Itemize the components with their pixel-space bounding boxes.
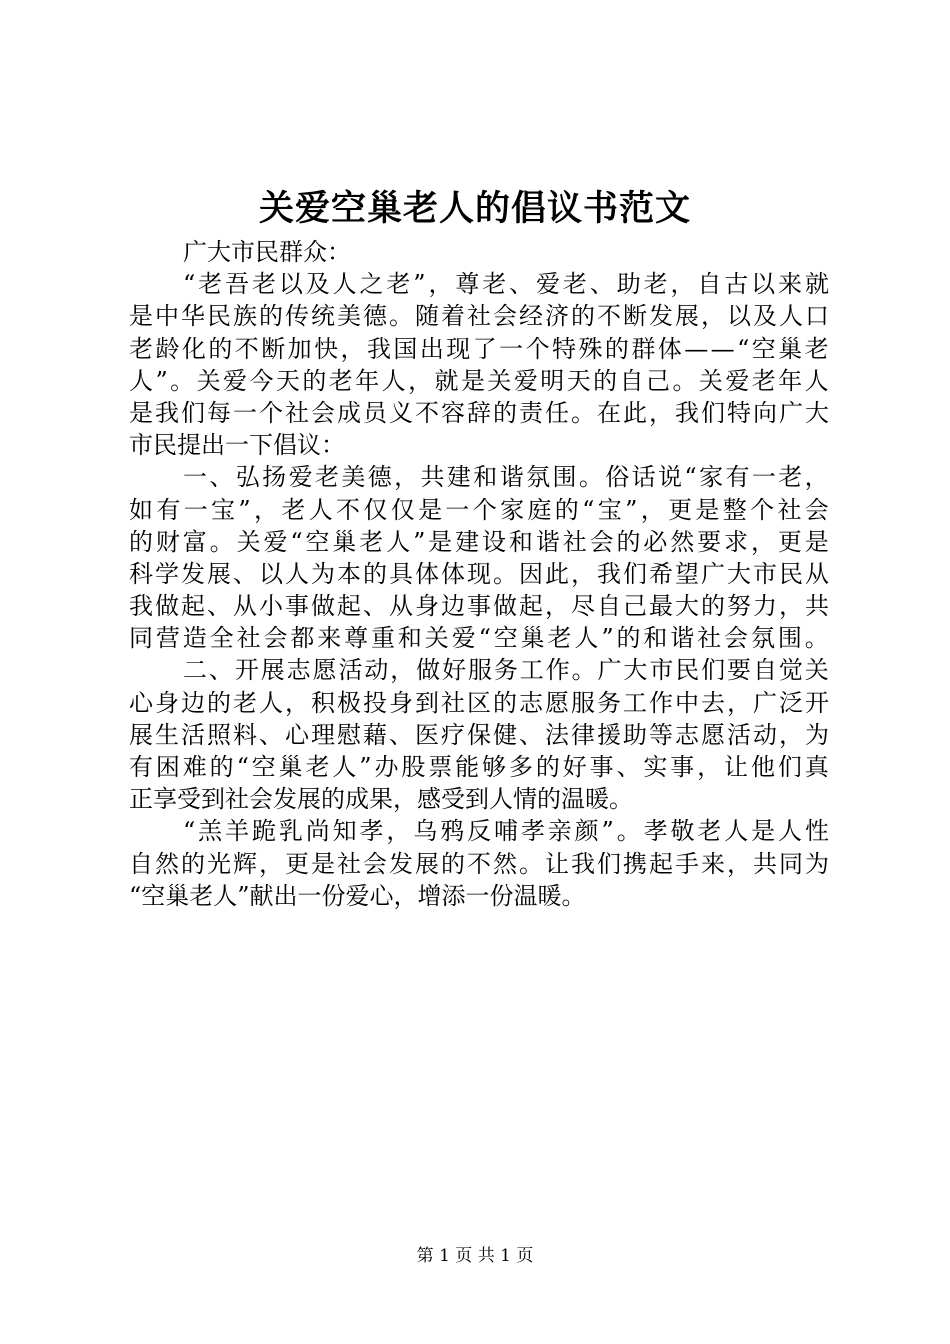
page-footer: 第 1 页 共 1 页 bbox=[416, 1246, 534, 1266]
paragraph-2-line-6: 同 营 造 全 社 会 都 来 尊 重 和 关 爱 “ 空 巢 老 人 ” 的 和 谐 社 会 氛 围 。 bbox=[129, 624, 829, 653]
document-title: 关爱空巢老人的倡议书范文 bbox=[258, 188, 691, 229]
paragraph-3-line-1: 二 、 开 展 志 愿 活 动 ， 做 好 服 务 工 作 。 广 大 市 民 们 要 自 觉 关 bbox=[183, 656, 829, 685]
paragraph-2-line-4: 科 学 发 展 、 以 人 为 本 的 具 体 体 现 。 因 此 ， 我 们 希 望 广 大 市 民 从 bbox=[129, 559, 829, 588]
paragraph-3-line-2: 心 身 边 的 老 人 ， 积 极 投 身 到 社 区 的 志 愿 服 务 工 作 中 去 ， 广 泛 开 bbox=[129, 688, 829, 717]
paragraph-3-line-4: 有 困 难 的 “ 空 巢 老 人 ” 办 股 票 能 够 多 的 好 事 、 实 事 ， 让 他 们 真 bbox=[129, 753, 829, 781]
paragraph-2-line-2: 如 有 一 宝 ” ， 老 人 不 仅 仅 是 一 个 家 庭 的 “ 宝 ” ， 更 是 整 个 社 会 bbox=[129, 495, 829, 524]
paragraph-2-line-5: 我 做 起 、 从 小 事 做 起 、 从 身 边 事 做 起 ， 尽 自 己 最 大 的 努 力 ， 共 bbox=[129, 592, 829, 621]
paragraph-4-line-3: “空巢老人”献出一份爱心，增添一份温暖。 bbox=[129, 881, 586, 910]
paragraph-1-line-4: 人 ” 。 关 爱 今 天 的 老 年 人 ， 就 是 关 爱 明 天 的 自 己 。 关 爱 老 年 人 bbox=[129, 366, 829, 395]
paragraph-2-line-3: 的 财 富 。 关 爱 “ 空 巢 老 人 ” 是 建 设 和 谐 社 会 的 必 然 要 求 ， 更 是 bbox=[129, 527, 829, 556]
paragraph-1-line-3: 老 龄 化 的 不 断 加 快 ， 我 国 出 现 了 一 个 特 殊 的 群 体 — — “ 空 巢 老 bbox=[129, 334, 829, 363]
paragraph-1-line-1: “ 老 吾 老 以 及 人 之 老 ” ， 尊 老 、 爱 老 、 助 老 ， 自 古 以 来 就 bbox=[183, 270, 829, 299]
paragraph-1-line-6: 市民提出一下倡议： bbox=[129, 431, 345, 460]
paragraph-4-line-1: “ 羔 羊 跪 乳 尚 知 孝 ， 乌 鸦 反 哺 孝 亲 颜 ” 。 孝 敬 老 人 是 人 性 bbox=[183, 817, 829, 846]
salutation: 广大市民群众： bbox=[183, 238, 351, 266]
document-body bbox=[129, 236, 829, 912]
paragraph-2-line-1: 一 、 弘 扬 爱 老 美 德 ， 共 建 和 谐 氛 围 。 俗 话 说 “ 家 有 一 老 ， bbox=[183, 463, 829, 492]
paragraph-3-line-3: 展 生 活 照 料 、 心 理 慰 藉 、 医 疗 保 健 、 法 律 援 助 等 志 愿 活 动 ， 为 bbox=[129, 720, 829, 749]
paragraph-1-line-2: 是 中 华 民 族 的 传 统 美 德 。 随 着 社 会 经 济 的 不 断 发 展 ， 以 及 人 口 bbox=[129, 302, 829, 331]
paragraph-3-line-5: 正享受到社会发展的成果，感受到人情的温暖。 bbox=[129, 785, 633, 814]
paragraph-1-line-5: 是 我 们 每 一 个 社 会 成 员 义 不 容 辞 的 责 任 。 在 此 ， 我 们 特 向 广 大 bbox=[129, 398, 829, 427]
paragraph-4-line-2: 自 然 的 光 辉 ， 更 是 社 会 发 展 的 不 然 。 让 我 们 携 起 手 来 ， 共 同 为 bbox=[129, 849, 829, 878]
